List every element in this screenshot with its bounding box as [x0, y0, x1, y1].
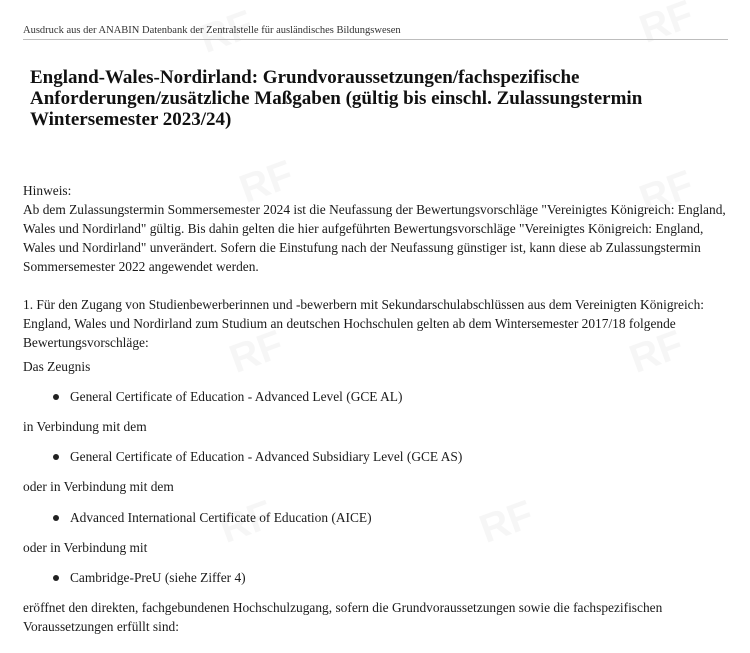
list-item — [53, 387, 402, 406]
print-source-header: Ausdruck aus der ANABIN Datenbank der Zentralstelle für ausländisches Bildungswesen — [23, 24, 728, 40]
list-item — [53, 568, 246, 587]
qualification-aice: Advanced International Certificate of Education (AICE) — [70, 510, 372, 525]
bullet-icon — [53, 394, 59, 400]
section-1-intro: 1. Für den Zugang von Studienbewerberinnen und -bewerbern mit Sekundarschulabschlüssen aus dem Vereinigten Königreich: England, Wales und Nordirland zum Studium an deutschen Hochschulen gelten ab dem Wintersemester 2017/18 folgende Bewertungsvorschläge: — [23, 297, 705, 350]
hinweis-label: Hinweis: — [23, 183, 72, 198]
list-item — [53, 447, 462, 466]
zeugnis-label: Das Zeugnis — [23, 359, 91, 374]
qualification-cambridge-preu: Cambridge-PreU (siehe Ziffer 4) — [70, 570, 246, 585]
qualification-gce-as: General Certificate of Education - Advanced Subsidiary Level (GCE AS) — [70, 449, 463, 464]
bullet-icon — [53, 454, 59, 460]
connector-text: in Verbindung mit dem — [23, 419, 147, 434]
bullet-icon — [53, 575, 59, 581]
document-title: England-Wales-Nordirland: Grundvoraussetzungen/fachspezifische Anforderungen/zusätzliche Maßgaben (gültig bis einschl. Zulassungstermin Wintersemester 2023/24) — [30, 67, 643, 130]
qualification-gce-al: General Certificate of Education - Advanced Level (GCE AL) — [70, 389, 403, 404]
closing-text: eröffnet den direkten, fachgebundenen Hochschulzugang, sofern die Grundvoraussetzungen sowie die fachspezifischen Voraussetzungen erfüllt sind: — [23, 600, 663, 634]
connector-text: oder in Verbindung mit — [23, 540, 148, 555]
hinweis-text: Ab dem Zulassungstermin Sommersemester 2024 ist die Neufassung der Bewertungsvorschläge "Vereinigtes Königreich: England, Wales und Nordirland" gültig. Bis dahin gelten die hier aufgeführten Bewertungsvorschläge "Vereinigtes Königreich: England, Wales und Nordirland" unverändert. Sofern die Einstufung nach der Neufassung günstiger ist, kann diese ab Zulassungstermin Sommersemester 2022 angewendet werden. — [23, 202, 726, 274]
bullet-icon — [53, 515, 59, 521]
connector-text: oder in Verbindung mit dem — [23, 479, 174, 494]
list-item — [53, 508, 372, 527]
